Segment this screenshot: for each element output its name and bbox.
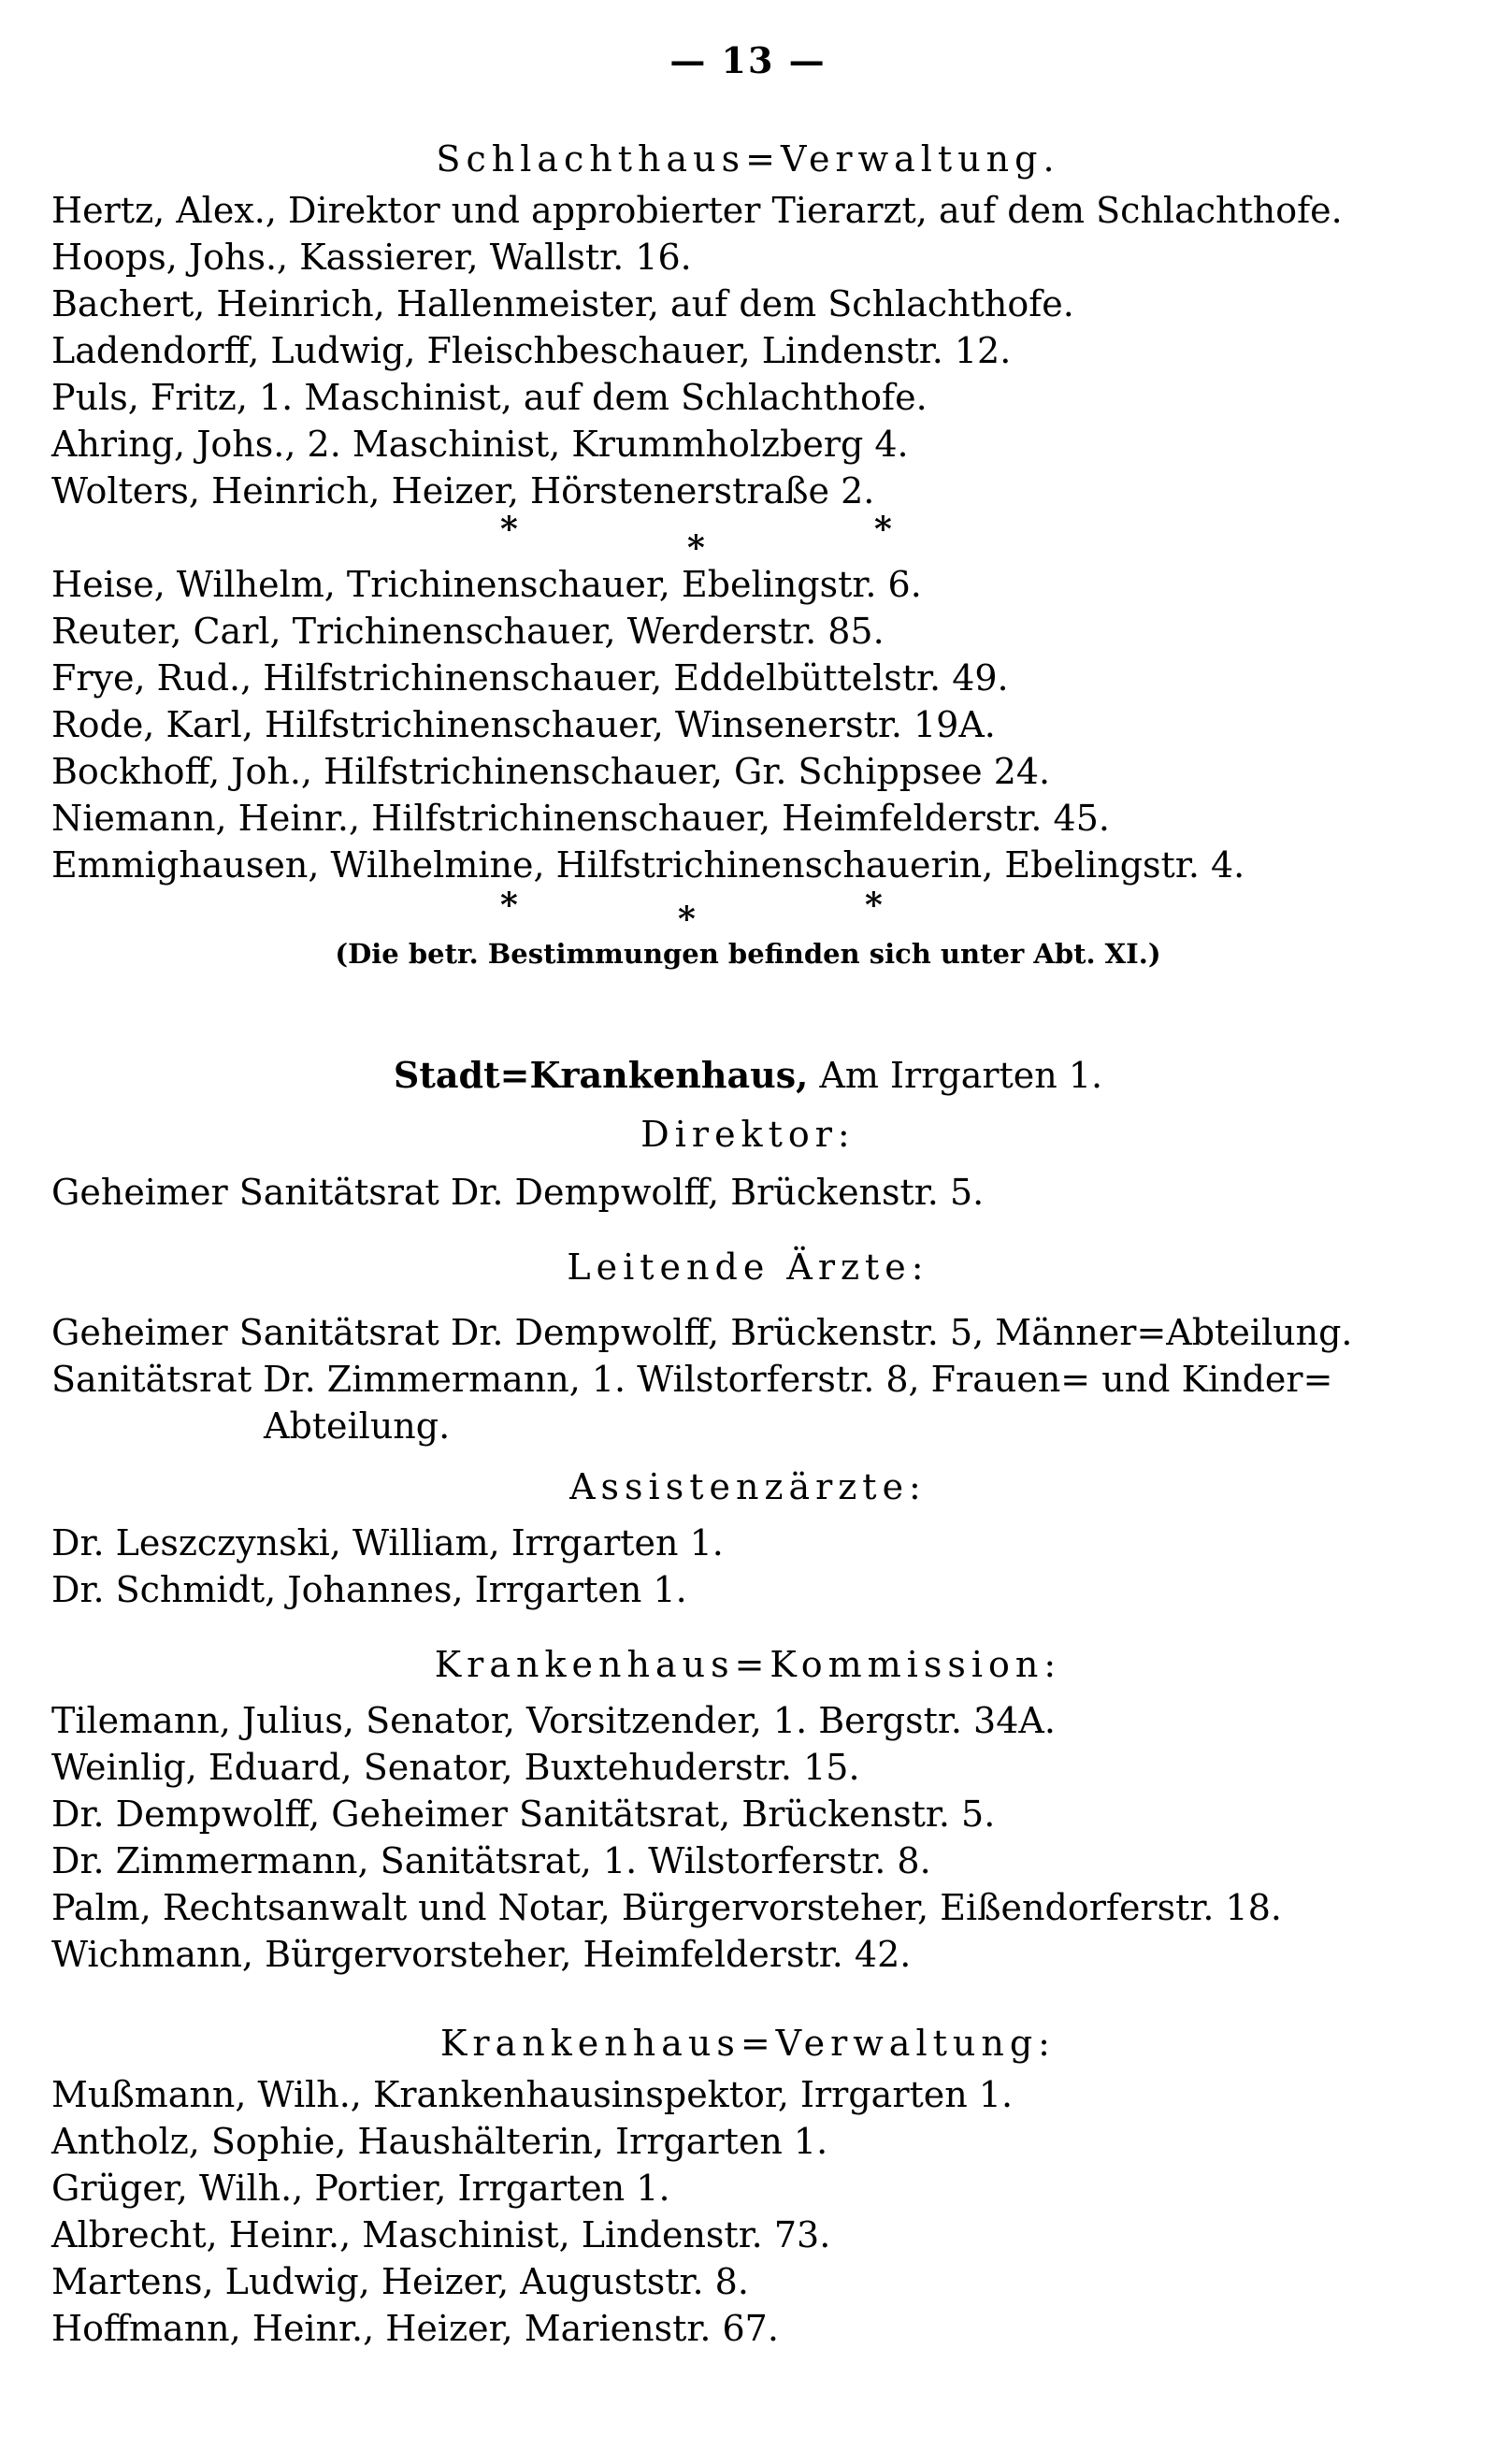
schlachthaus-entry: Puls, Fritz, 1. Maschinist, auf dem Schlachthofe. — [51, 377, 928, 418]
asterisk-separator: * — [500, 886, 518, 925]
trichinen-entry: Bockhoff, Joh., Hilfstrichinenschauer, Gr. Schippsee 24. — [51, 751, 1051, 792]
trichinen-entry: Niemann, Heinr., Hilfstrichinenschauer, Heimfelderstr. 45. — [51, 798, 1110, 839]
kommission-entry: Dr. Zimmermann, Sanitätsrat, 1. Wilstorferstr. 8. — [51, 1840, 931, 1881]
schlachthaus-entry: Bachert, Heinrich, Hallenmeister, auf dem Schlachthofe. — [51, 283, 1074, 324]
asterisk-separator: * — [687, 528, 705, 568]
assistenz-entry: Dr. Leszczynski, William, Irrgarten 1. — [51, 1522, 724, 1563]
trichinen-entry: Reuter, Carl, Trichinenschauer, Werderstr. 85. — [51, 611, 885, 652]
aerzte-entry: Sanitätsrat Dr. Zimmermann, 1. Wilstorferstr. 8, Frauen= und Kinder= — [51, 1359, 1333, 1400]
asterisk-separator: * — [874, 510, 892, 549]
verwaltung-entry: Mußmann, Wilh., Krankenhausinspektor, Irrgarten 1. — [51, 2074, 1014, 2115]
trichinen-entry: Heise, Wilhelm, Trichinenschauer, Ebelingstr. 6. — [51, 564, 922, 605]
subheading-verwaltung: Krankenhaus=Verwaltung: — [440, 2023, 1056, 2064]
verwaltung-entry: Albrecht, Heinr., Maschinist, Lindenstr. 73. — [51, 2214, 831, 2255]
schlachthaus-entry: Hertz, Alex., Direktor und approbierter Tierarzt, auf dem Schlachthofe. — [51, 190, 1343, 231]
schlachthaus-entry: Wolters, Heinrich, Heizer, Hörstenerstraße 2. — [51, 470, 875, 512]
subheading-assistenzaerzte: Assistenzärzte: — [569, 1466, 927, 1507]
trichinen-entry: Rode, Karl, Hilfstrichinenschauer, Winsenerstr. 19A. — [51, 704, 996, 745]
verwaltung-entry: Martens, Ludwig, Heizer, Auguststr. 8. — [51, 2261, 749, 2302]
asterisk-separator: * — [865, 886, 883, 925]
kommission-entry: Tilemann, Julius, Senator, Vorsitzender, 1. Bergstr. 34A. — [51, 1700, 1056, 1741]
asterisk-separator: * — [500, 510, 518, 549]
schlachthaus-entry: Hoops, Johs., Kassierer, Wallstr. 16. — [51, 237, 692, 278]
trichinen-entry: Frye, Rud., Hilfstrichinenschauer, Eddelbüttelstr. 49. — [51, 657, 1009, 699]
schlachthaus-entry: Ahring, Johs., 2. Maschinist, Krummholzberg 4. — [51, 424, 909, 465]
section-heading-schlachthaus: Schlachthaus=Verwaltung. — [436, 138, 1060, 180]
kommission-entry: Dr. Dempwolff, Geheimer Sanitätsrat, Brückenstr. 5. — [51, 1794, 996, 1835]
page-number: — 13 — — [669, 39, 827, 81]
verwaltung-entry: Hoffmann, Heinr., Heizer, Marienstr. 67. — [51, 2308, 779, 2349]
direktor-entry: Geheimer Sanitätsrat Dr. Dempwolff, Brückenstr. 5. — [51, 1172, 985, 1213]
asterisk-separator: * — [678, 900, 696, 939]
aerzte-entry-continuation: Abteilung. — [264, 1405, 451, 1447]
section-title-krankenhaus — [0, 1052, 1496, 1099]
verwaltung-entry: Antholz, Sophie, Haushälterin, Irrgarten 1. — [51, 2121, 828, 2162]
subheading-kommission: Krankenhaus=Kommission: — [434, 1644, 1062, 1685]
kommission-entry: Weinlig, Eduard, Senator, Buxtehuderstr. 15. — [51, 1747, 860, 1788]
krankenhaus-title-address: Am Irrgarten 1. — [808, 1055, 1103, 1096]
assistenz-entry: Dr. Schmidt, Johannes, Irrgarten 1. — [51, 1569, 687, 1610]
kommission-entry: Palm, Rechtsanwalt und Notar, Bürgervorsteher, Eißendorferstr. 18. — [51, 1887, 1282, 1928]
krankenhaus-title-bold: Stadt=Krankenhaus, — [393, 1054, 809, 1096]
subheading-direktor: Direktor: — [640, 1114, 856, 1155]
aerzte-entry: Geheimer Sanitätsrat Dr. Dempwolff, Brückenstr. 5, Männer=Abteilung. — [51, 1312, 1353, 1353]
verwaltung-entry: Grüger, Wilh., Portier, Irrgarten 1. — [51, 2168, 670, 2209]
schlachthaus-entry: Ladendorff, Ludwig, Fleischbeschauer, Lindenstr. 12. — [51, 330, 1012, 371]
trichinen-entry: Emmighausen, Wilhelmine, Hilfstrichinenschauerin, Ebelingstr. 4. — [51, 844, 1245, 886]
footnote-bestimmungen: (Die betr. Bestimmungen befinden sich unter Abt. XI.) — [335, 938, 1161, 970]
subheading-leitende-aerzte: Leitende Ärzte: — [567, 1246, 929, 1288]
kommission-entry: Wichmann, Bürgervorsteher, Heimfelderstr. 42. — [51, 1934, 912, 1975]
